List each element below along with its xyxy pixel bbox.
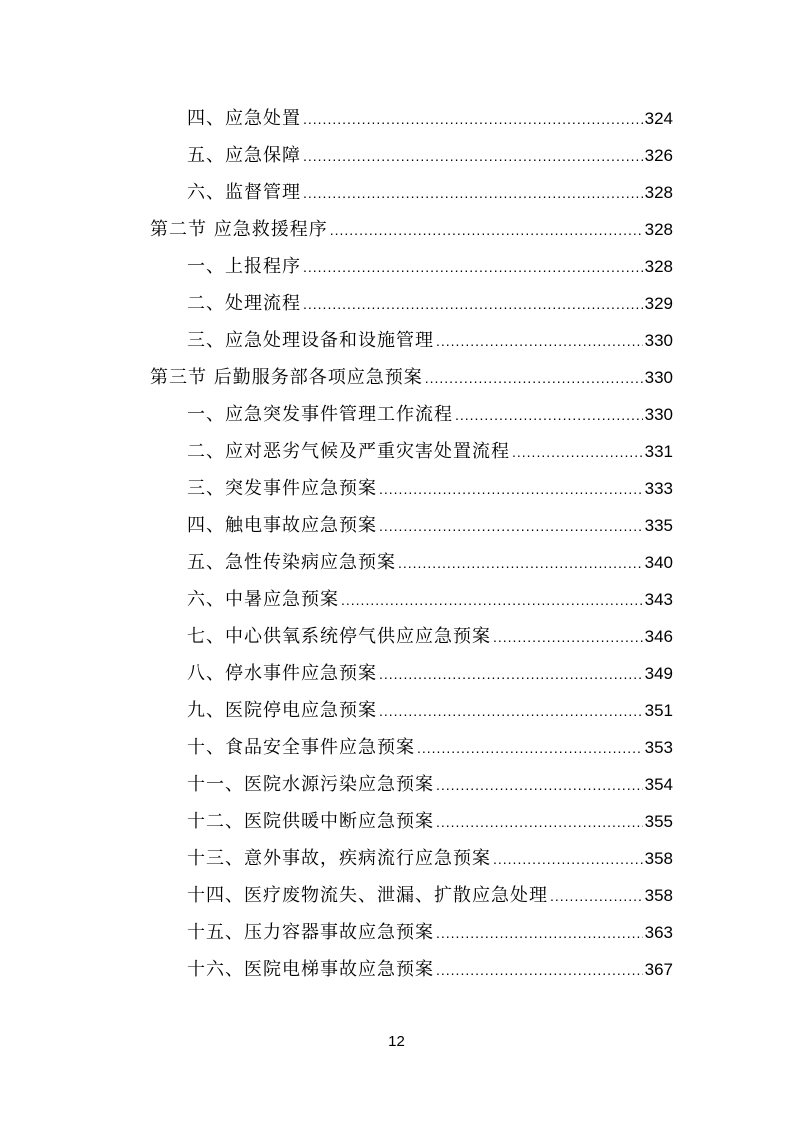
toc-entry-title: 十五、压力容器事故应急预案 [187,922,434,943]
toc-entry-title: 八、停水事件应急预案 [187,663,377,684]
toc-entry[interactable] [187,248,673,285]
toc-dot-leader [493,841,643,878]
toc-entry[interactable] [187,285,673,322]
toc-entry-page: 328 [644,257,673,276]
toc-entry-title: 第二节 应急救援程序 [150,219,328,240]
toc-entry-page: 343 [644,590,673,609]
toc-dot-leader [341,582,643,619]
toc-entry-title: 一、上报程序 [187,256,301,277]
toc-entry-title: 五、急性传染病应急预案 [187,552,396,573]
toc-entry-title: 三、应急处理设备和设施管理 [187,330,434,351]
toc-entry[interactable] [187,840,673,877]
toc-entry-title: 十三、意外事故，疾病流行应急预案 [187,848,491,869]
toc-dot-leader [493,619,643,656]
toc-entry-page: 330 [644,368,673,387]
toc-dot-leader [303,138,643,175]
toc-entry-title: 四、触电事故应急预案 [187,515,377,536]
toc-entry[interactable] [187,137,673,174]
toc-entry-title: 第三节 后勤服务部各项应急预案 [150,367,423,388]
toc-dot-leader [379,471,643,508]
toc-entry[interactable] [187,100,673,137]
toc-dot-leader [436,952,643,989]
toc-section-entry[interactable] [150,359,673,396]
toc-dot-leader [303,249,643,286]
toc-entry-page: 335 [644,516,673,535]
toc-entry-page: 333 [644,479,673,498]
toc-entry-title: 十六、医院电梯事故应急预案 [187,959,434,980]
toc-entry-title: 九、医院停电应急预案 [187,700,377,721]
toc-entry-page: 354 [644,775,673,794]
toc-entry[interactable] [187,470,673,507]
toc-entry-page: 358 [644,886,673,905]
toc-dot-leader [398,545,643,582]
toc-dot-leader [379,656,643,693]
toc-entry[interactable] [187,655,673,692]
toc-dot-leader [303,101,643,138]
toc-entry-title: 二、处理流程 [187,293,301,314]
toc-entry-title: 三、突发事件应急预案 [187,478,377,499]
toc-entry[interactable] [187,581,673,618]
toc-entry-page: 346 [644,627,673,646]
toc-entry-page: 367 [644,960,673,979]
toc-entry-title: 十四、医疗废物流失、泄漏、扩散应急处理 [187,885,548,906]
toc-entry[interactable] [187,951,673,988]
toc-entry[interactable] [187,507,673,544]
toc-dot-leader [379,693,643,730]
toc-dot-leader [455,397,643,434]
toc-entry-title: 十二、医院供暖中断应急预案 [187,811,434,832]
toc-dot-leader [417,730,643,767]
toc-entry-page: 324 [644,109,673,128]
toc-entry-title: 六、监督管理 [187,182,301,203]
toc-entry[interactable] [187,766,673,803]
toc-dot-leader [436,915,643,952]
toc-entry[interactable] [187,433,673,470]
toc-entry[interactable] [187,914,673,951]
toc-dot-leader [436,323,643,360]
toc-entry-page: 331 [644,442,673,461]
toc-entry[interactable] [187,729,673,766]
toc-entry-page: 358 [644,849,673,868]
toc-dot-leader [425,360,643,397]
toc-entry-page: 328 [644,220,673,239]
toc-dot-leader [379,508,643,545]
toc-entry-title: 五、应急保障 [187,145,301,166]
toc-entry-page: 355 [644,812,673,831]
toc-entry-page: 349 [644,664,673,683]
toc-entry[interactable] [187,174,673,211]
toc-entry-page: 329 [644,294,673,313]
toc-entry-page: 353 [644,738,673,757]
toc-entry-page: 328 [644,183,673,202]
toc-dot-leader [330,212,643,249]
toc-entry-title: 四、应急处置 [187,108,301,129]
toc-dot-leader [436,804,643,841]
toc-entry-page: 363 [644,923,673,942]
toc-dot-leader [512,434,643,471]
toc-entry-page: 340 [644,553,673,572]
toc-entry-title: 六、中暑应急预案 [187,589,339,610]
page-number: 12 [388,1033,405,1050]
toc-dot-leader [303,175,643,212]
toc-entry[interactable] [187,396,673,433]
toc-dot-leader [436,767,643,804]
toc-entry-title: 十、食品安全事件应急预案 [187,737,415,758]
toc-section-entry[interactable] [150,211,673,248]
toc-entry[interactable] [187,544,673,581]
toc-entry[interactable] [187,803,673,840]
toc-entry-page: 330 [644,331,673,350]
toc-entry-title: 七、中心供氧系统停气供应应急预案 [187,626,491,647]
toc-entry[interactable] [187,618,673,655]
toc-entry-page: 351 [644,701,673,720]
toc-entry-title: 二、应对恶劣气候及严重灾害处置流程 [187,441,510,462]
toc-entry-title: 一、应急突发事件管理工作流程 [187,404,453,425]
toc-dot-leader [303,286,643,323]
toc-entry-page: 330 [644,405,673,424]
toc-entry-title: 十一、医院水源污染应急预案 [187,774,434,795]
toc-entry[interactable] [187,322,673,359]
toc-entry[interactable] [187,692,673,729]
toc-entry[interactable] [187,877,673,914]
toc-entry-page: 326 [644,146,673,165]
toc-dot-leader [550,878,643,915]
